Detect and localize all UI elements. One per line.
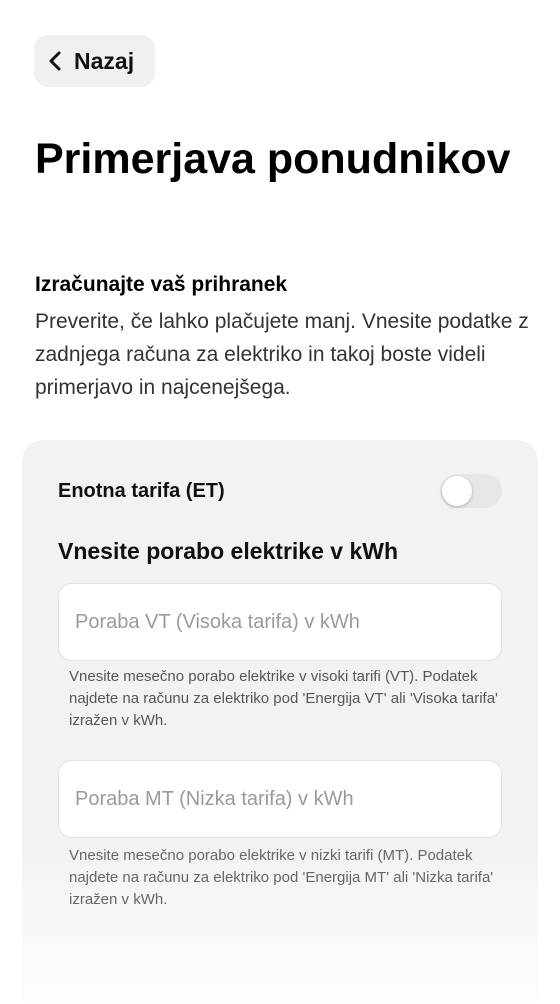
back-button-label: Nazaj [74,47,135,74]
mt-consumption-input[interactable] [58,760,502,838]
back-button[interactable] [34,35,155,87]
single-tariff-toggle[interactable] [440,474,502,508]
page-title: Primerjava ponudnikov [35,135,511,183]
consumption-heading: Vnesite porabo elektrike v kWh [58,538,399,564]
mt-consumption-hint: Vnesite mesečno porabo elektrike v nizki tarifi (MT). Podatek najdete na računu za elektriko pod 'Energija MT' ali 'Nizka tarifa' izražen v kWh. [69,847,494,908]
vt-consumption-hint: Vnesite mesečno porabo elektrike v visoki tarifi (VT). Podatek najdete na računu za elektriko pod 'Energija VT' ali 'Visoka tarifa' izražen v kWh. [69,668,498,729]
intro-description: Preverite, če lahko plačujete manj. Vnesite podatke z zadnjega računa za elektriko in takoj boste videli primerjavo in najcenejšega. [35,310,529,399]
vt-consumption-input[interactable] [58,583,502,661]
consumption-form-card [22,440,538,1004]
chevron-left-icon [48,51,64,71]
toggle-knob [442,476,472,506]
intro-subtitle: Izračunajte vaš prihranek [35,273,288,296]
single-tariff-label: Enotna tarifa (ET) [58,480,225,502]
